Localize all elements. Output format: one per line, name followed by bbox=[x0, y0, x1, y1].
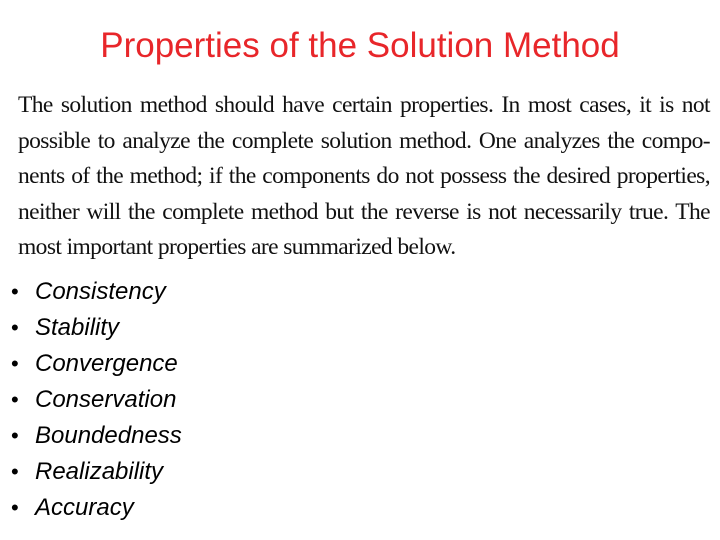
properties-list bbox=[0, 274, 182, 526]
paragraph-line: The solution method should have certain properties. In most cases, it is not bbox=[18, 92, 710, 118]
paragraph-line: most important properties are summarized below. bbox=[18, 234, 456, 260]
list-item bbox=[0, 382, 182, 418]
bullet-icon: • bbox=[11, 387, 19, 412]
list-item bbox=[0, 490, 182, 526]
list-item-label: Accuracy bbox=[35, 494, 134, 521]
bullet-icon: • bbox=[11, 495, 19, 520]
list-item-label: Boundedness bbox=[35, 422, 182, 449]
list-item-label: Stability bbox=[35, 314, 120, 341]
intro-paragraph bbox=[18, 88, 710, 266]
paragraph-line: possible to analyze the complete solution method. One analyzes the compo- bbox=[18, 127, 710, 154]
bullet-icon: • bbox=[11, 279, 19, 304]
bullet-icon: • bbox=[11, 315, 19, 340]
list-item bbox=[0, 310, 182, 346]
list-item bbox=[0, 274, 182, 310]
list-item bbox=[0, 346, 182, 382]
list-item bbox=[0, 454, 182, 490]
list-item-label: Consistency bbox=[35, 278, 166, 305]
paragraph-line: nents of the method; if the components do not possess the desired properties, bbox=[18, 163, 710, 189]
list-item bbox=[0, 418, 182, 454]
list-item-label: Realizability bbox=[35, 458, 164, 485]
paragraph-line: neither will the complete method but the reverse is not necessarily true. The bbox=[18, 198, 710, 225]
list-item-label: Convergence bbox=[35, 350, 178, 377]
slide-title: Properties of the Solution Method bbox=[100, 26, 620, 65]
bullet-icon: • bbox=[11, 459, 19, 484]
bullet-icon: • bbox=[11, 351, 19, 376]
list-item-label: Conservation bbox=[35, 386, 177, 413]
bullet-icon: • bbox=[11, 423, 19, 448]
